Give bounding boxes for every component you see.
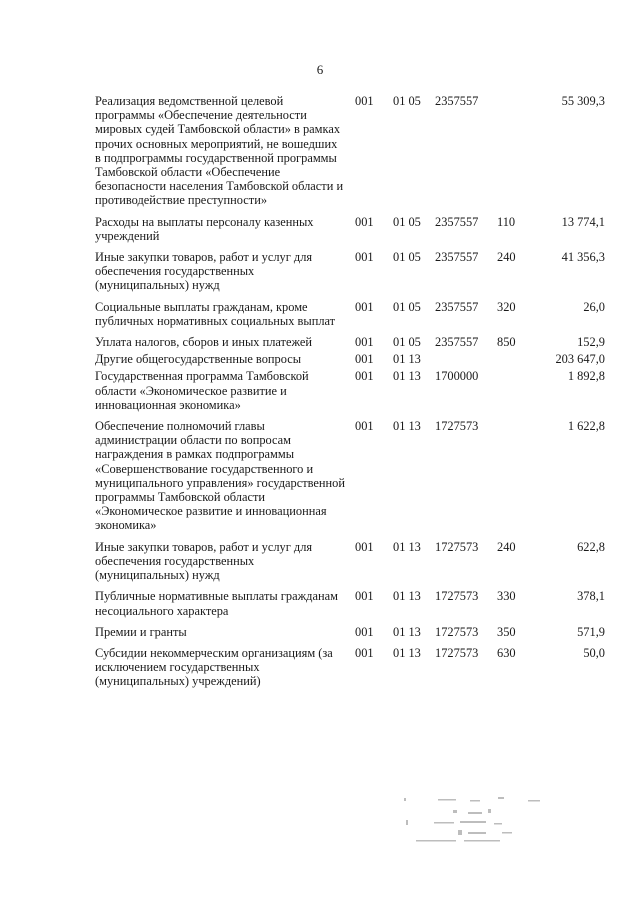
row-article-code: 2357557 bbox=[435, 214, 479, 229]
row-type-code bbox=[497, 352, 529, 369]
row-sum: 41 356,3 bbox=[561, 250, 605, 265]
row-name: Обеспечение полномочий главы администрации области по вопросам награждения в рамках подпрограммы «Совершенствование государственного и муниципального управления» государственной программы Тамбовской области «Экономическое развитие и инновационная экономика» bbox=[95, 419, 345, 533]
row-sum: 1 892,8 bbox=[567, 369, 605, 384]
row-section-code: 01 13 bbox=[393, 539, 421, 554]
row-section-code: 01 05 bbox=[393, 214, 421, 229]
table-row bbox=[95, 94, 605, 215]
row-article-code: 2357557 bbox=[435, 250, 479, 265]
row-sum: 1 622,8 bbox=[567, 419, 605, 434]
row-admin-code: 001 bbox=[355, 624, 374, 639]
faded-stamp-marks bbox=[398, 790, 548, 850]
row-type-code bbox=[497, 94, 529, 215]
row-name: Социальные выплаты гражданам, кроме публичных нормативных социальных выплат bbox=[95, 299, 336, 328]
table-row bbox=[95, 540, 605, 590]
row-article-code: 1700000 bbox=[435, 369, 479, 384]
row-admin-code: 001 bbox=[355, 539, 374, 554]
row-name: Государственная программа Тамбовской области «Экономическое развитие и инновационная экономика» bbox=[95, 369, 309, 412]
row-sum: 26,0 bbox=[583, 299, 605, 314]
table-row bbox=[95, 589, 605, 624]
table-row bbox=[95, 215, 605, 250]
table-row bbox=[95, 369, 605, 419]
row-admin-code: 001 bbox=[355, 250, 374, 265]
row-sum: 203 647,0 bbox=[555, 352, 605, 367]
row-sum: 378,1 bbox=[577, 589, 605, 604]
row-admin-code: 001 bbox=[355, 299, 374, 314]
table-row bbox=[95, 419, 605, 540]
row-name: Другие общегосударственные вопросы bbox=[95, 352, 302, 367]
row-section-code: 01 13 bbox=[393, 589, 421, 604]
table-row bbox=[95, 300, 605, 335]
row-sum: 13 774,1 bbox=[561, 214, 605, 229]
row-admin-code: 001 bbox=[355, 589, 374, 604]
row-sum: 571,9 bbox=[577, 624, 605, 639]
row-admin-code: 001 bbox=[355, 369, 374, 384]
budget-table bbox=[95, 94, 605, 696]
row-name: Премии и гранты bbox=[95, 624, 187, 639]
table-row bbox=[95, 646, 605, 696]
row-section-code: 01 13 bbox=[393, 419, 421, 434]
row-admin-code: 001 bbox=[355, 214, 374, 229]
row-article-code: 1727573 bbox=[435, 539, 479, 554]
table-row bbox=[95, 335, 605, 352]
row-type-code: 330 bbox=[497, 589, 516, 604]
row-article-code: 1727573 bbox=[435, 419, 479, 434]
row-article-code: 1727573 bbox=[435, 589, 479, 604]
row-type-code bbox=[497, 419, 529, 540]
row-admin-code: 001 bbox=[355, 419, 374, 434]
table-row bbox=[95, 352, 605, 369]
row-type-code: 350 bbox=[497, 624, 516, 639]
row-section-code: 01 13 bbox=[393, 645, 421, 660]
row-article-code: 1727573 bbox=[435, 645, 479, 660]
row-sum: 152,9 bbox=[577, 335, 605, 350]
row-section-code: 01 05 bbox=[393, 335, 421, 350]
row-section-code: 01 05 bbox=[393, 299, 421, 314]
row-section-code: 01 13 bbox=[393, 369, 421, 384]
row-sum: 50,0 bbox=[583, 645, 605, 660]
row-name: Расходы на выплаты персоналу казенных учреждений bbox=[95, 214, 314, 243]
row-type-code: 630 bbox=[497, 645, 516, 660]
row-name: Реализация ведомственной целевой программы «Обеспечение деятельности мировых судей Тамбовской области» в рамках прочих основных мероприятий, не вошедших в подпрограммы государственной программы Тамбовской области «Обеспечение безопасности населения Тамбовской области и противодействие преступности» bbox=[95, 94, 344, 208]
row-article-code bbox=[435, 352, 497, 369]
row-article-code: 1727573 bbox=[435, 624, 479, 639]
row-type-code: 320 bbox=[497, 299, 516, 314]
row-name: Публичные нормативные выплаты гражданам несоциального характера bbox=[95, 589, 338, 618]
row-admin-code: 001 bbox=[355, 94, 374, 108]
row-type-code: 240 bbox=[497, 539, 516, 554]
row-article-code: 2357557 bbox=[435, 335, 479, 350]
row-sum: 622,8 bbox=[577, 539, 605, 554]
row-article-code: 2357557 bbox=[435, 94, 479, 108]
row-name: Иные закупки товаров, работ и услуг для обеспечения государственных (муниципальных) нужд bbox=[95, 250, 313, 293]
row-type-code: 850 bbox=[497, 335, 516, 350]
row-sum: 55 309,3 bbox=[561, 94, 605, 108]
table-row bbox=[95, 625, 605, 646]
row-admin-code: 001 bbox=[355, 352, 374, 367]
row-name: Иные закупки товаров, работ и услуг для обеспечения государственных (муниципальных) нужд bbox=[95, 539, 313, 583]
table-row bbox=[95, 250, 605, 300]
row-section-code: 01 05 bbox=[393, 94, 421, 108]
row-name: Уплата налогов, сборов и иных платежей bbox=[95, 335, 313, 350]
row-admin-code: 001 bbox=[355, 645, 374, 660]
row-type-code bbox=[497, 369, 529, 419]
row-article-code: 2357557 bbox=[435, 299, 479, 314]
row-section-code: 01 13 bbox=[393, 352, 421, 367]
row-type-code: 110 bbox=[497, 214, 516, 229]
row-admin-code: 001 bbox=[355, 335, 374, 350]
row-type-code: 240 bbox=[497, 250, 516, 265]
page-number: 6 bbox=[316, 62, 324, 77]
row-section-code: 01 13 bbox=[393, 624, 421, 639]
row-name: Субсидии некоммерческим организациям (за исключением государственных (муниципальных) учреждений) bbox=[95, 645, 333, 689]
row-section-code: 01 05 bbox=[393, 250, 421, 265]
